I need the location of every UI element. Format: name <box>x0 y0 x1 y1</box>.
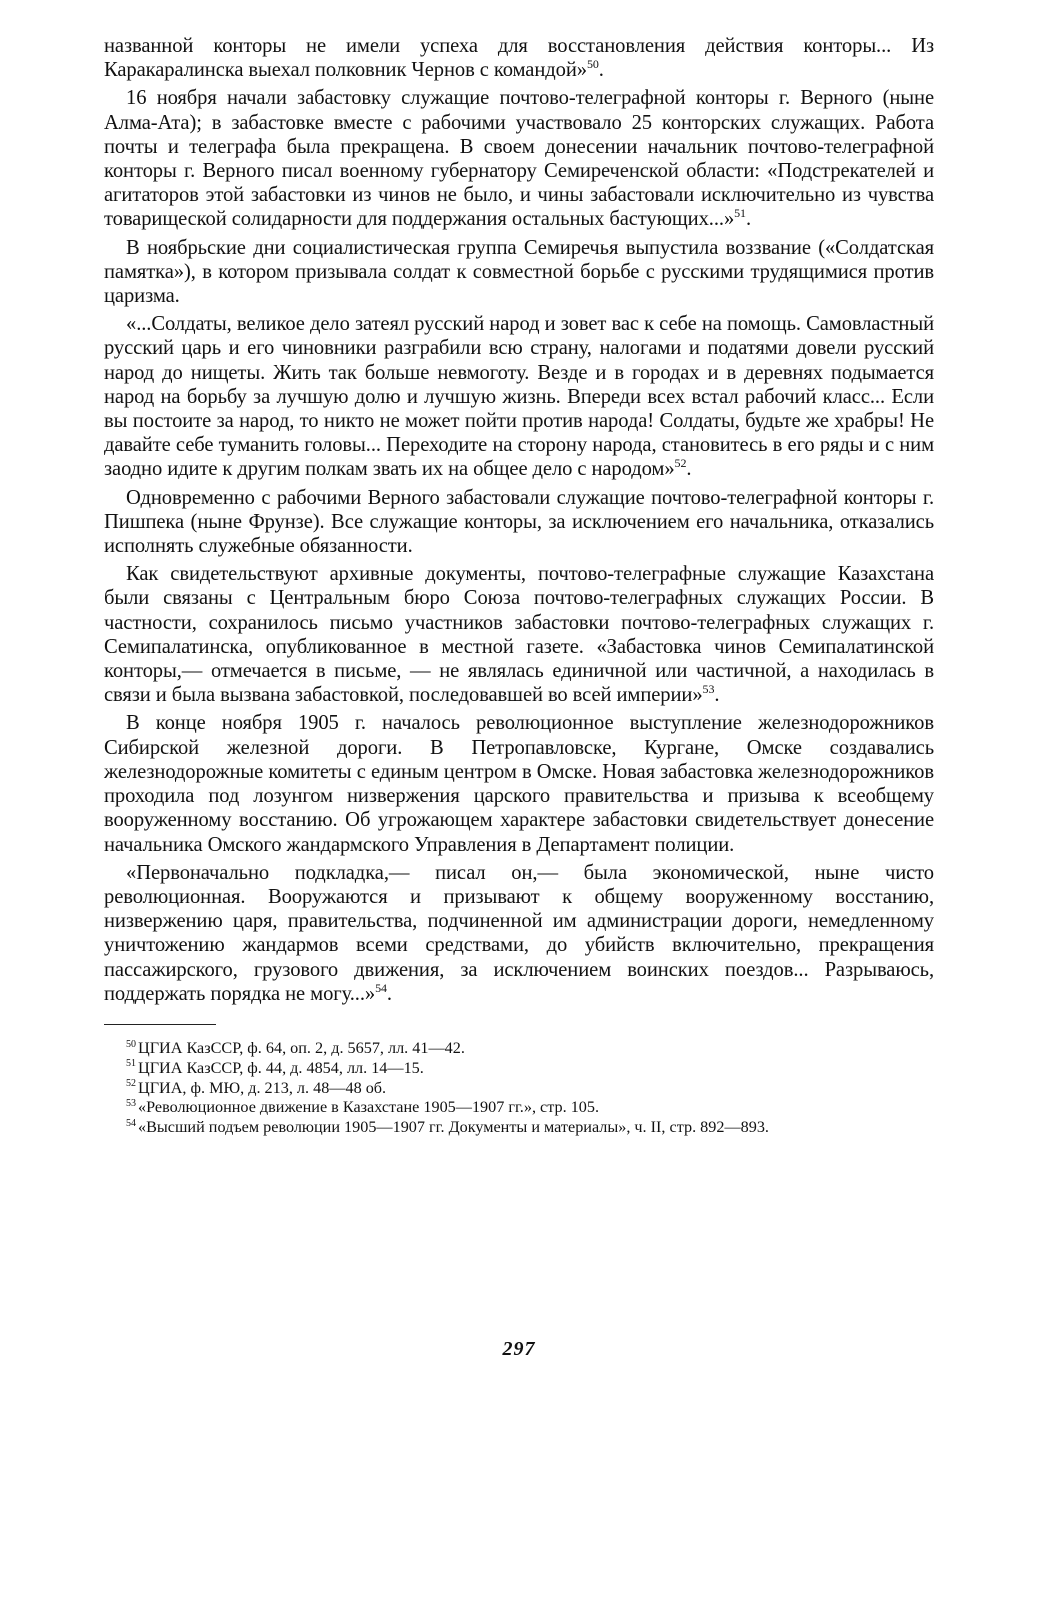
footnote: $^{50}$ ЦГИА КазССР, ф. 64, оп. 2, д. 5657, лл. 41—42. <box>126 1038 465 1057</box>
footnote: $^{52}$ ЦГИА, ф. МЮ, д. 213, л. 48—48 об. <box>126 1078 387 1097</box>
footnote-ref: 53 <box>702 682 715 697</box>
footnotes <box>104 1039 934 1138</box>
paragraph: «Первоначально подкладка,— писал он,— была экономической, ныне чисто революционная. Вооружаются и призывают к общему вооруженному восстанию, низвержению царя, правительства, подчиненной им администрации дороги, немедленному уничтожению жандармов всеми средствами, до убийств включительно, прекращения пассажирского, грузового движения, за исключением воинских поездов... Разрываюсь, поддержать порядка не могу...»$^{54}$. <box>104 861 934 1005</box>
footnote-ref: 50 <box>586 57 599 72</box>
book-page <box>104 34 934 1360</box>
paragraph: 16 ноября начали забастовку служащие почтово-телеграфной конторы г. Верного (ныне Алма-Ата); в забастовке вместе с рабочими участвовало 25 конторских служащих. Работа почты и телеграфа была прекращена. В своем донесении начальник почтово-телеграфной конторы г. Верного писал военному губернатору Семиреченской области: «Подстрекателей и агитаторов этой забастовки из чинов не было, и чины забастовали исключительно из чувства товарищеской солидарности для поддержания остальных бастующих...»$^{51}$. <box>104 87 934 231</box>
paragraph: В конце ноября 1905 г. началось революционное выступление железнодорожников Сибирской железной дороги. В Петропавловске, Кургане, Омске создавались железнодорожные комитеты с единым центром в Омске. Новая забастовка железнодорожников проходила под лозунгом низвержения царского правительства и призыва к всеобщему вооруженному восстанию. Об угрожающем характере забастовки свидетельствует донесение начальника Омского жандармского Управления в Департамент полиции. <box>104 712 934 856</box>
paragraph: «...Солдаты, великое дело затеял русский народ и зовет вас к себе на помощь. Самовластный русский царь и его чиновники разграбили всю страну, налогами и податями довели русский народ до нищеты. Жить так больше невмоготу. Везде и в городах и в деревнях подымается народ на борьбу за лучшую долю и лучшую жизнь. Впереди всех встал рабочий класс... Если вы постоите за народ, то никто не может пойти против народа! Солдаты, будьте же храбры! Не давайте себе туманить головы... Переходите на сторону народа, становитесь в его ряды и с ним заодно идите к другим полкам звать их на общее дело с народом»$^{52}$. <box>104 313 934 481</box>
paragraph: Одновременно с рабочими Верного забастовали служащие почтово-телеграфной конторы г. Пишпека (ныне Фрунзе). Все служащие конторы, за исключением его начальника, отказались исполнять служебные обязанности. <box>104 486 934 558</box>
footnote-separator <box>104 1024 216 1025</box>
footnote: $^{51}$ ЦГИА КазССР, ф. 44, д. 4854, лл. 14—15. <box>126 1058 424 1077</box>
paragraph: В ноябрьские дни социалистическая группа Семиречья выпустила воззвание («Солдатская памятка»), в котором призывала солдат к совместной борьбе с русскими трудящимися против царизма. <box>104 236 934 308</box>
paragraph: названной конторы не имели успеха для восстановления действия конторы... Из Каракаралинска выехал полковник Чернов с командой»$^{50}$. <box>104 35 934 82</box>
footnote-ref: 52 <box>674 456 687 471</box>
footnote: $^{54}$ «Высший подъем революции 1905—1907 гг. Документы и материалы», ч. II, стр. 892—893. <box>126 1117 769 1137</box>
footnote-ref: 54 <box>375 980 387 995</box>
page-number: 297 <box>502 1338 536 1360</box>
footnote-ref: 51 <box>734 206 746 221</box>
main-text <box>104 34 934 1006</box>
paragraph: Как свидетельствуют архивные документы, почтово-телеграфные служащие Казахстана были связаны с Центральным бюро Союза почтово-телеграфных служащих России. В частности, сохранилось письмо участников забастовки почтово-телеграфных служащих г. Семипалатинска, опубликованное в местной газете. «Забастовка чинов Семипалатинской конторы,— отмечается в письме, — не являлась единичной или частичной, а находилась в связи и была вызвана забастовкой, последовавшей во всей империи»$^{53}$. <box>104 563 934 707</box>
footnote: $^{53}$ «Революционное движение в Казахстане 1905—1907 гг.», стр. 105. <box>126 1097 600 1117</box>
